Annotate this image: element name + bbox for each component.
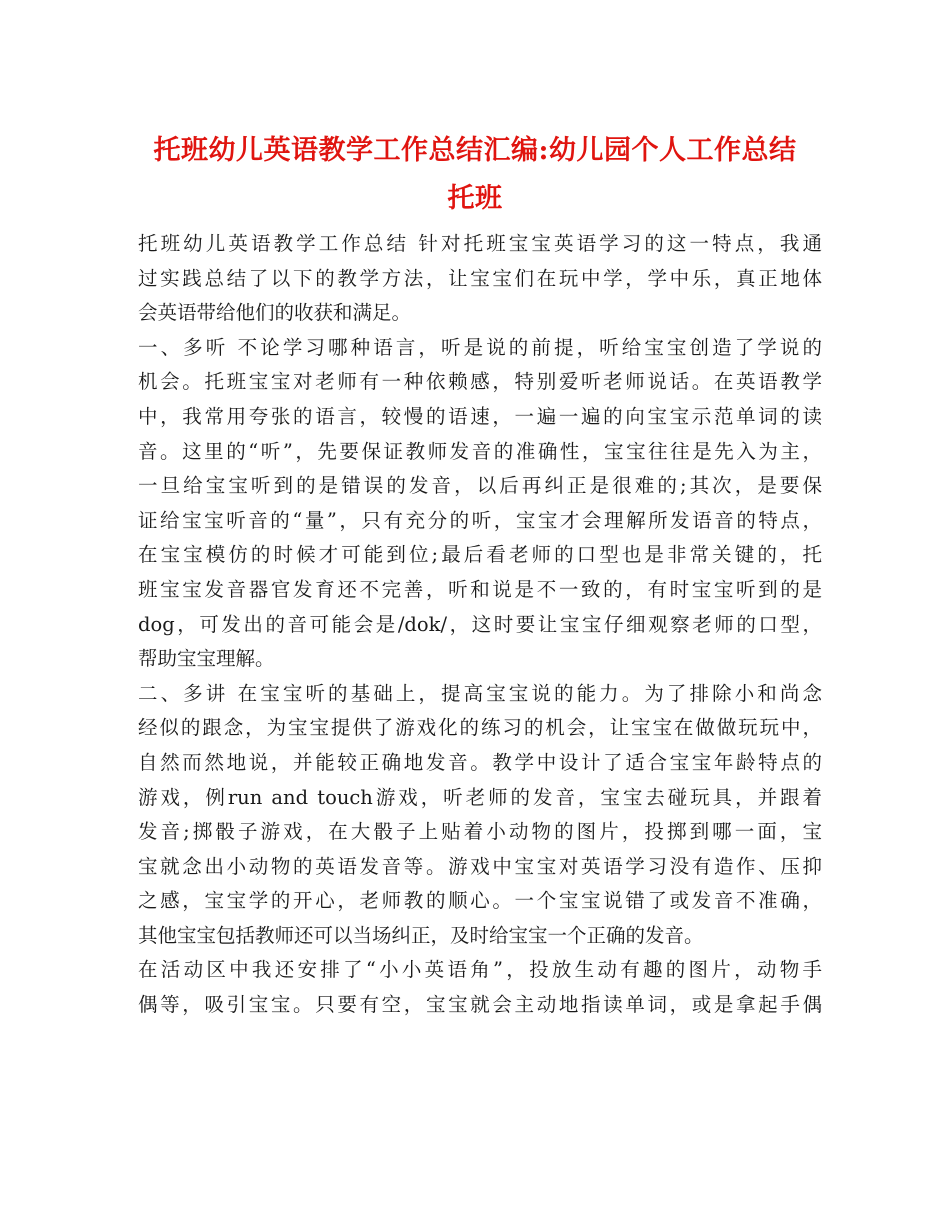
body-line: 一旦给宝宝听到的是错误的发音，以后再纠正是很难的;其次，是要保 (138, 474, 822, 498)
body-line: 会英语带给他们的收获和满足。 (138, 301, 412, 325)
body-line: 在活动区中我还安排了“小小英语角”，投放生动有趣的图片，动物手 (138, 958, 822, 982)
document-title-line-1: 托班幼儿英语教学工作总结汇编:幼儿园个人工作总结 (153, 135, 797, 166)
body-line: 宝就念出小动物的英语发音等。游戏中宝宝对英语学习没有造作、压抑 (138, 854, 822, 878)
body-line: 过实践总结了以下的教学方法，让宝宝们在玩中学，学中乐，真正地体 (138, 266, 822, 290)
body-line: 之感，宝宝学的开心，老师教的顺心。一个宝宝说错了或发音不准确， (138, 889, 822, 913)
body-line: 其他宝宝包括教师还可以当场纠正，及时给宝宝一个正确的发音。 (138, 923, 704, 947)
body-line: 游戏，例run and touch游戏，听老师的发音，宝宝去碰玩具，并跟着 (138, 785, 822, 809)
body-line: 音。这里的“听”，先要保证教师发音的准确性，宝宝往往是先入为主， (138, 439, 822, 463)
body-line: 偶等，吸引宝宝。只要有空，宝宝就会主动地指读单词，或是拿起手偶 (138, 993, 822, 1017)
body-line: 班宝宝发音器官发育还不完善，听和说是不一致的，有时宝宝听到的是 (138, 577, 822, 601)
body-line: 证给宝宝听音的“量”，只有充分的听，宝宝才会理解所发语音的特点， (138, 508, 822, 532)
body-line: 在宝宝模仿的时候才可能到位;最后看老师的口型也是非常关键的，托 (138, 543, 822, 567)
body-line: 机会。托班宝宝对老师有一种依赖感，特别爱听老师说话。在英语教学 (138, 370, 822, 394)
document-title-line-2: 托班 (447, 183, 503, 214)
body-line: 二、多讲 在宝宝听的基础上，提高宝宝说的能力。为了排除小和尚念 (138, 681, 822, 705)
body-line: 自然而然地说，并能较正确地发音。教学中设计了适合宝宝年龄特点的 (138, 750, 822, 774)
body-line: 帮助宝宝理解。 (138, 647, 275, 671)
body-line: dog，可发出的音可能会是/dok/，这时要让宝宝仔细观察老师的口型， (138, 612, 822, 636)
document-body (138, 227, 822, 1023)
body-line: 托班幼儿英语教学工作总结 针对托班宝宝英语学习的这一特点，我通 (138, 232, 822, 255)
body-line: 经似的跟念，为宝宝提供了游戏化的练习的机会，让宝宝在做做玩玩中， (138, 716, 822, 740)
body-line: 发音;掷骰子游戏，在大骰子上贴着小动物的图片，投掷到哪一面，宝 (138, 820, 822, 844)
body-line: 中，我常用夸张的语言，较慢的语速，一遍一遍的向宝宝示范单词的读 (138, 404, 822, 428)
body-line: 一、多听 不论学习哪种语言，听是说的前提，听给宝宝创造了学说的 (138, 335, 822, 359)
